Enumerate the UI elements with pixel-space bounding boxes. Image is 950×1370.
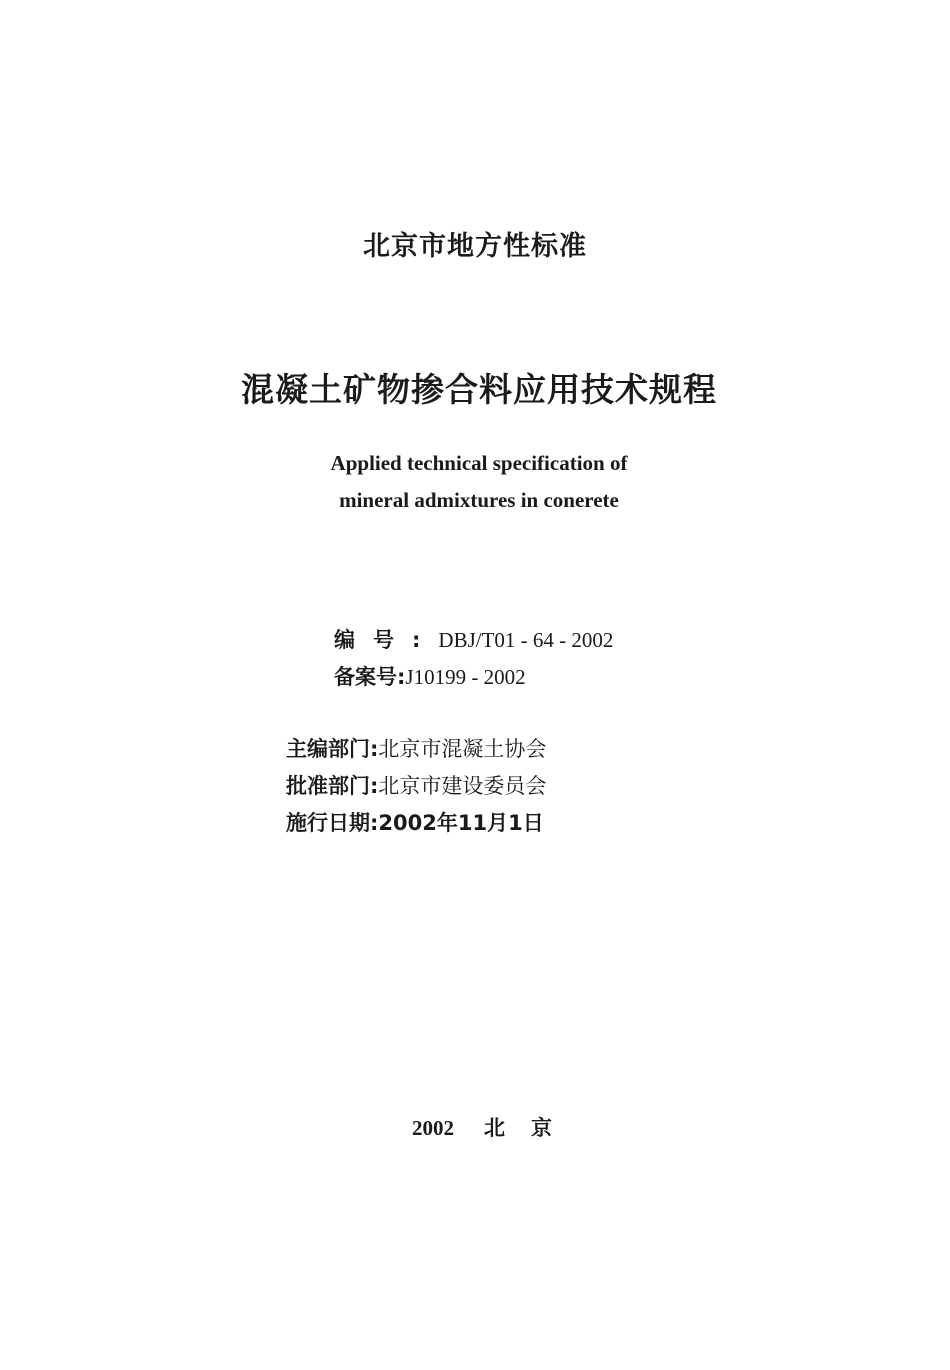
document-codes — [334, 625, 613, 699]
document-title-en-line2: mineral admixtures in conerete — [339, 488, 619, 512]
approver-department-label: 批准部门: — [286, 774, 379, 798]
editor-department-row — [286, 733, 546, 770]
effective-date-label: 施行日期: — [286, 811, 379, 835]
approver-department-value: 北京市建设委员会 — [378, 774, 547, 798]
record-number-label: 备案号: — [334, 665, 406, 689]
document-title-en-line1: Applied technical specification of — [330, 451, 628, 475]
standard-type: 北京市地方性标准 — [363, 231, 587, 262]
record-number-row — [334, 662, 613, 699]
document-title-cn: 混凝土矿物掺合料应用技术规程 — [241, 370, 717, 409]
record-number-value: J10199 - 2002 — [405, 665, 526, 689]
editor-department-label: 主编部门: — [286, 737, 379, 761]
publication-city: 北京 — [484, 1116, 578, 1140]
standard-number-value: DBJ/T01 - 64 - 2002 — [438, 628, 614, 652]
effective-date-value: 2002年11月1日 — [378, 811, 544, 835]
standard-number-label: 编号: — [334, 628, 439, 652]
editor-department-value: 北京市混凝土协会 — [378, 737, 547, 761]
standard-number-row — [334, 625, 613, 662]
publication-year: 2002 — [412, 1116, 454, 1140]
publication-imprint — [412, 1112, 578, 1142]
document-metadata — [286, 733, 546, 844]
effective-date-row — [286, 807, 546, 844]
approver-department-row — [286, 770, 546, 807]
